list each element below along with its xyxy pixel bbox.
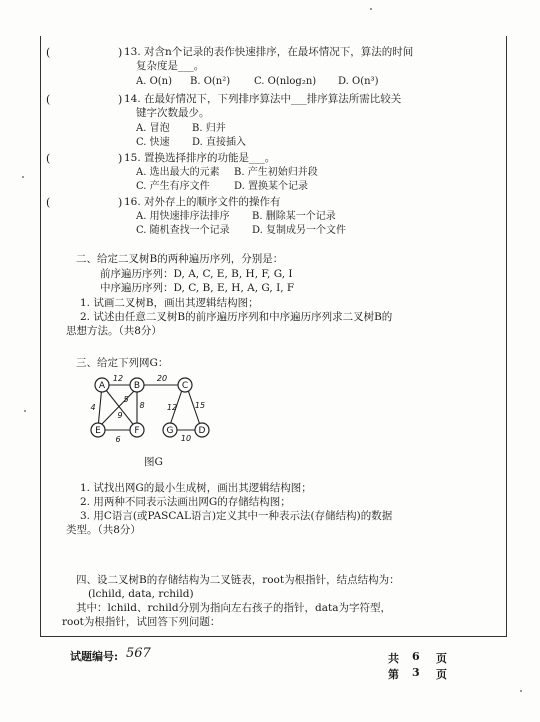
- node-label: E: [95, 426, 101, 436]
- scan-speck: [520, 690, 522, 692]
- node-label: F: [134, 426, 140, 436]
- inorder-sequence: 中序遍历序列：D, C, B, E, H, A, G, I, F: [100, 282, 295, 294]
- page-number-value: 3: [412, 666, 420, 679]
- edge-weight: 8: [139, 401, 145, 410]
- option-c: C. 快速: [136, 137, 170, 148]
- option-c: C. 产生有序文件: [136, 181, 210, 192]
- option-c: C. O(nlog₂n): [254, 76, 317, 87]
- edge-weight: 12: [112, 374, 124, 383]
- answer-paren-close: ): [118, 46, 123, 59]
- network-graph: [80, 370, 230, 450]
- edge-weight: 15: [194, 401, 206, 410]
- question-stem-cont: 复杂度是___。: [136, 60, 205, 72]
- preorder-sequence: 前序遍历序列：D, A, C, E, B, H, F, G, I: [100, 268, 293, 280]
- option-a: A. 用快速排序法排序: [136, 211, 230, 222]
- subquestion-1: 1. 试找出网G的最小生成树，画出其逻辑结构图；: [80, 482, 312, 494]
- option-b: B. O(n²): [190, 76, 231, 87]
- edge-weight: 6: [115, 435, 121, 444]
- edge-weight: 10: [180, 434, 192, 443]
- question-stem: 14. 在最好情况下，下列排序算法中___排序算法所需比较关: [124, 93, 402, 105]
- total-pages-label: 共: [388, 652, 399, 665]
- edge-weight: 5: [123, 395, 129, 404]
- option-d: D. 直接插入: [192, 137, 247, 148]
- node-label: D: [198, 426, 206, 436]
- edge-weight: 20: [156, 374, 168, 383]
- section-heading: 三、给定下列网G：: [76, 357, 169, 369]
- subquestion-3: 3. 用C语言(或PASCAL语言)定义其中一种表示法(存储结构)的数据: [80, 510, 393, 522]
- option-d: D. 复制成另一个文件: [252, 225, 347, 236]
- answer-paren-open: (: [46, 152, 51, 165]
- question-stem: 16. 对外存上的顺序文件的操作有: [124, 196, 281, 208]
- question-stem-cont: 键字次数最少。: [136, 107, 210, 119]
- node-label: C: [181, 381, 189, 391]
- figure-caption: 图G: [144, 456, 163, 468]
- answer-paren-close: ): [118, 196, 123, 209]
- question-stem: 15. 置换选择排序的功能是___。: [124, 152, 276, 164]
- node-label: A: [98, 381, 106, 391]
- edge-weight: 9: [117, 411, 123, 420]
- total-pages-value: 6: [412, 650, 420, 663]
- section-heading: 四、设二叉树B的存储结构为二叉链表，root为根指针，结点结构为：: [76, 574, 400, 586]
- node-label: B: [133, 381, 141, 391]
- scan-speck: [22, 176, 24, 178]
- subquestion-2: 2. 用两种不同表示法画出网G的存储结构图；: [80, 496, 291, 508]
- section-text: 其中：lchild、rchild分别为指向左右孩子的指针，data为字符型，: [76, 602, 391, 614]
- option-c: C. 随机查找一个记录: [136, 225, 230, 236]
- option-a: A. O(n): [136, 76, 173, 87]
- edge-weight: 4: [90, 403, 96, 412]
- scan-speck: [24, 410, 26, 412]
- answer-paren-close: ): [118, 93, 123, 106]
- edge-weight: 12: [166, 403, 178, 412]
- node-label: G: [166, 426, 174, 436]
- section-heading: 二、给定二叉树B的两种遍历序列，分别是：: [76, 253, 284, 265]
- exam-code-label: 试题编号:: [70, 650, 119, 663]
- option-b: B. 删除某一个记录: [252, 211, 336, 222]
- node-structure: (lchild, data, rchild): [88, 588, 194, 600]
- option-a: A. 选出最大的元素: [136, 167, 220, 178]
- page-number-unit: 页: [436, 668, 447, 681]
- section-text-cont: root为根指针，试回答下列问题：: [62, 616, 221, 628]
- option-b: B. 归并: [192, 123, 226, 134]
- total-pages-unit: 页: [436, 652, 447, 665]
- option-a: A. 冒泡: [136, 123, 170, 134]
- subquestion-2-cont: 思想方法。（共8分）: [66, 325, 162, 337]
- question-stem: 13. 对含n个记录的表作快速排序，在最坏情况下，算法的时间: [124, 46, 414, 58]
- answer-paren-close: ): [118, 152, 123, 165]
- answer-paren-open: (: [46, 93, 51, 106]
- subquestion-2: 2. 试述由任意二叉树B的前序遍历序列和中序遍历序列求二叉树B的: [80, 311, 393, 323]
- option-d: D. 置换某个记录: [234, 181, 309, 192]
- answer-paren-open: (: [46, 46, 51, 59]
- page-number-label: 第: [388, 668, 399, 681]
- answer-paren-open: (: [46, 196, 51, 209]
- subquestion-1: 1. 试画二叉树B，画出其逻辑结构图；: [80, 297, 259, 309]
- subquestion-3-cont: 类型。（共8分）: [66, 524, 141, 536]
- scan-speck: [370, 8, 372, 10]
- option-d: D. O(n³): [338, 76, 379, 87]
- option-b: B. 产生初始归并段: [234, 167, 318, 178]
- graph-edge: [100, 388, 137, 426]
- exam-code-value: 567: [126, 646, 151, 661]
